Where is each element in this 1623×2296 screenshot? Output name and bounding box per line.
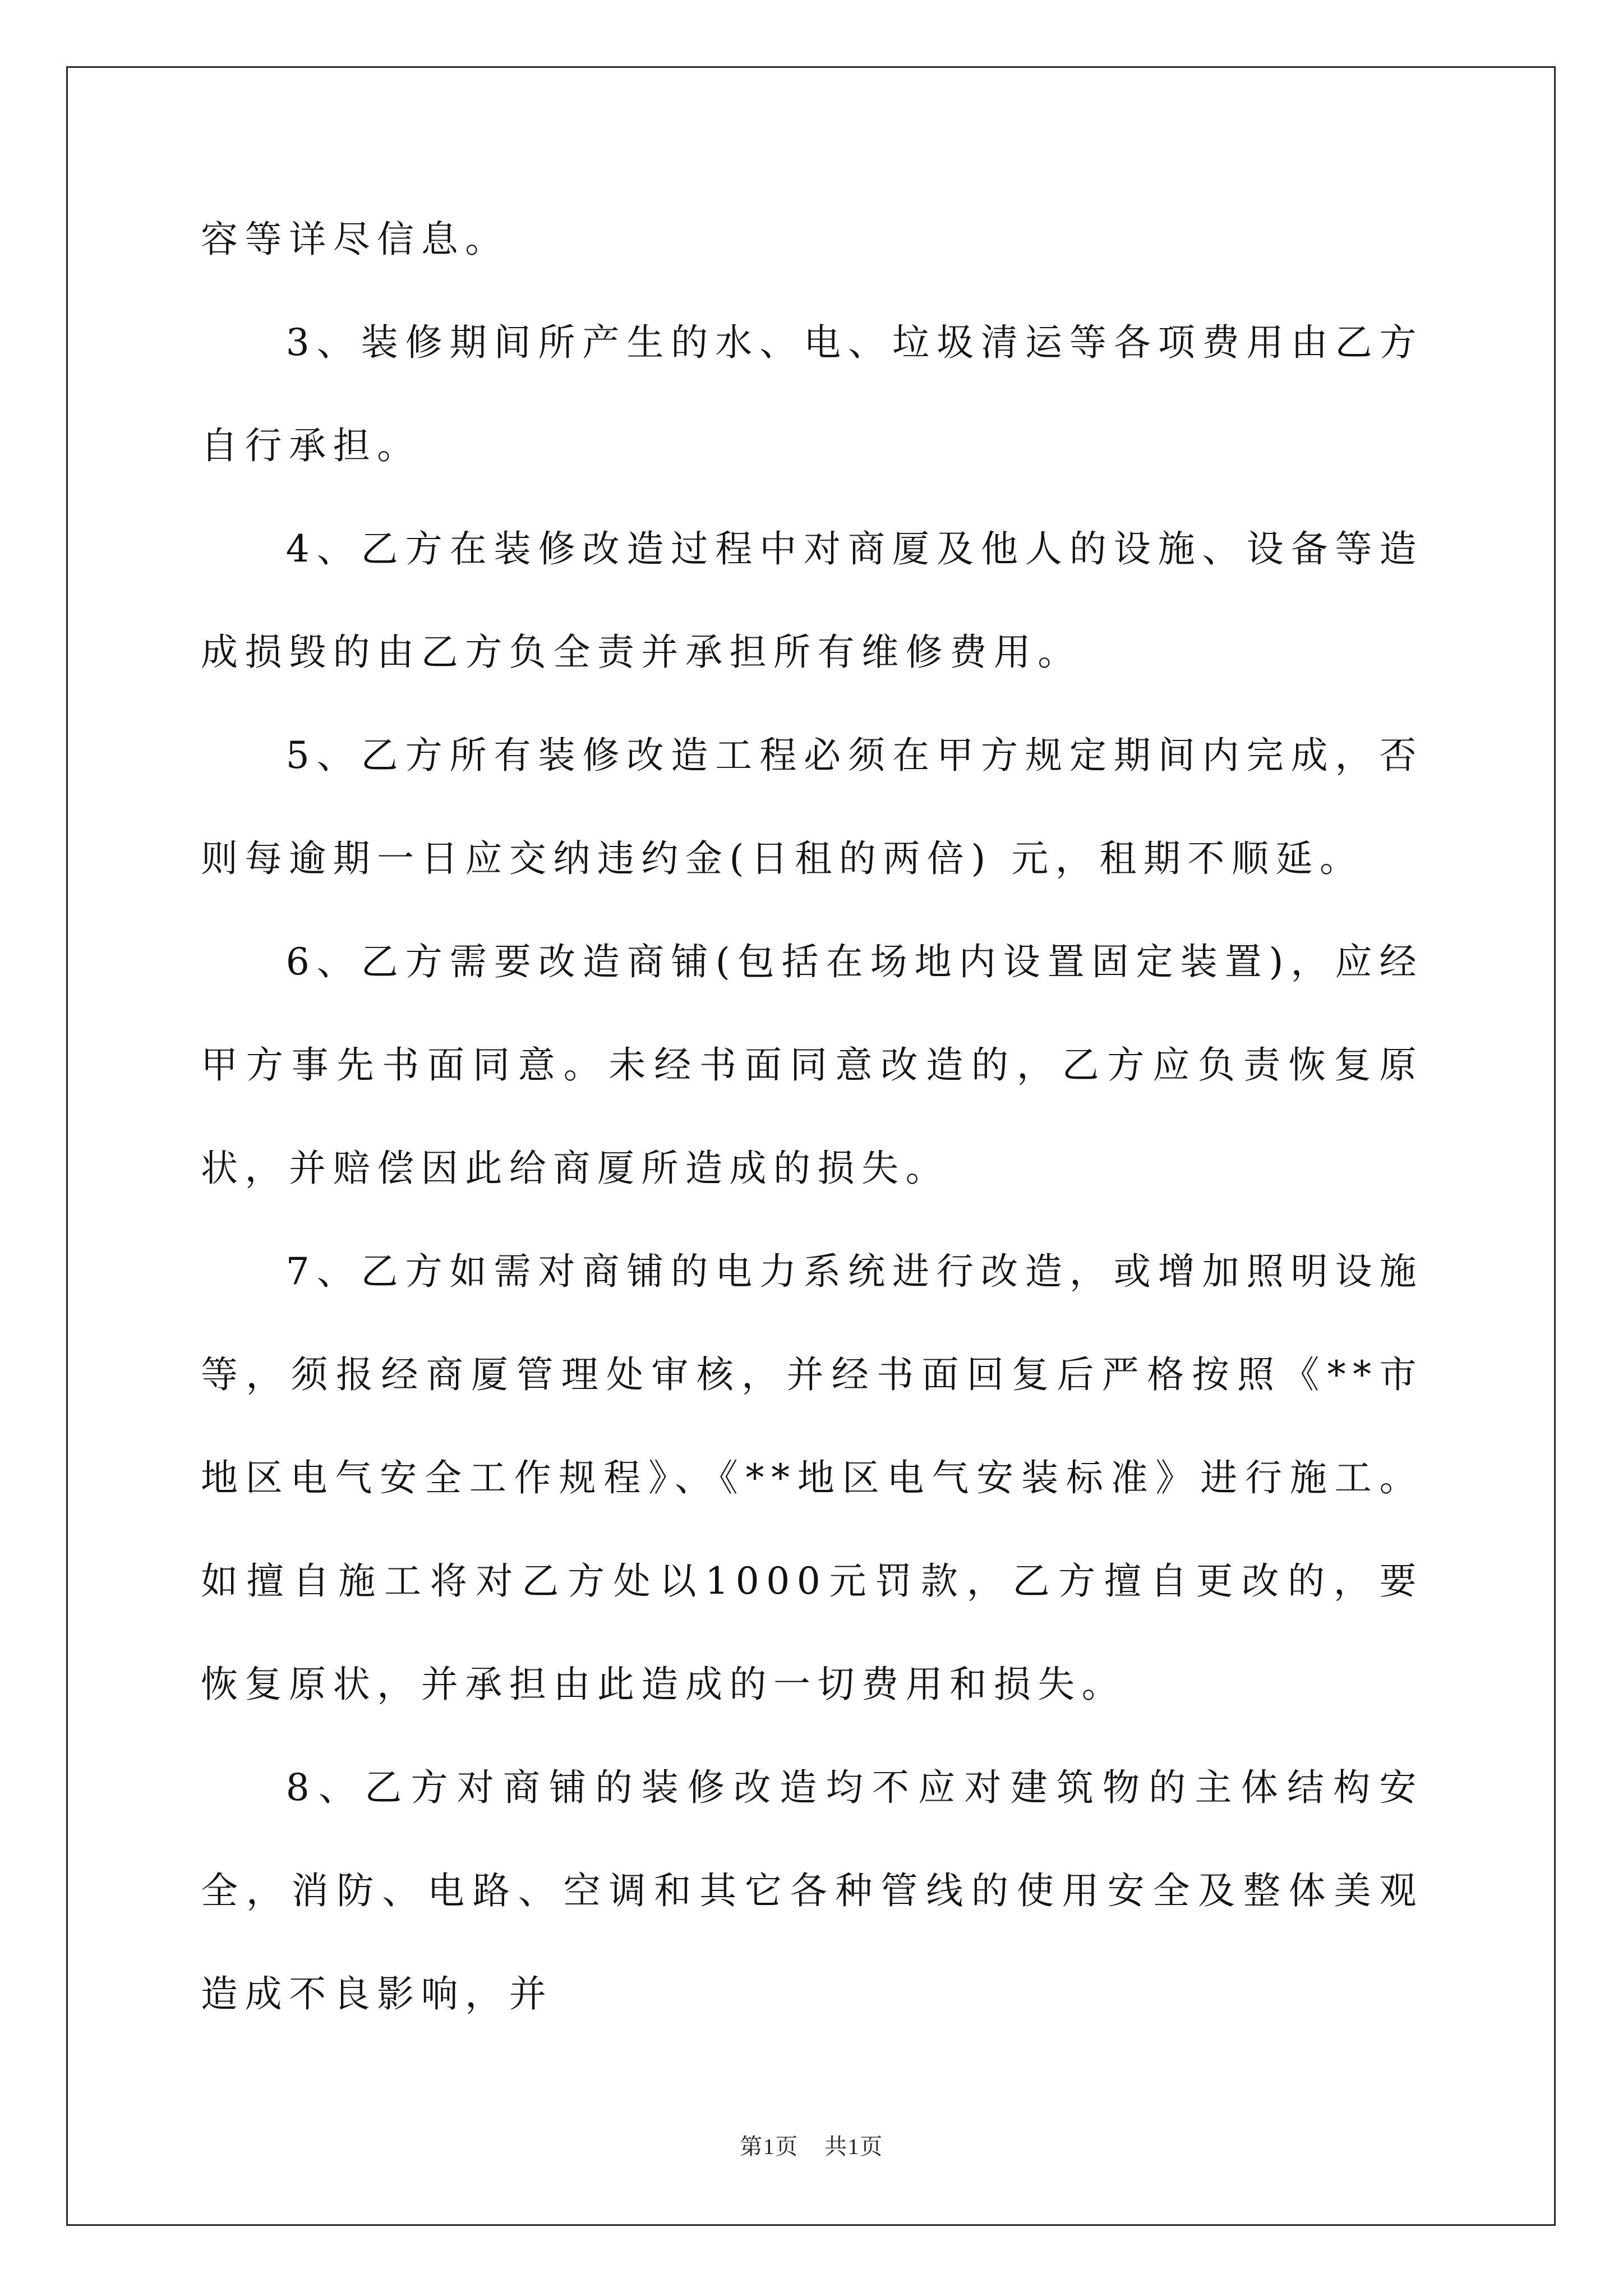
paragraph-clause-6: 6、乙方需要改造商铺(包括在场地内设置固定装置)，应经甲方事先书面同意。未经书面同意改造的，乙方应负责恢复原状，并赔偿因此给商厦所造成的损失。 [201, 940, 1423, 1190]
page-footer [0, 2129, 1623, 2161]
paragraph-continued: 容等详尽信息。 [201, 218, 509, 261]
page-total: 共1页 [824, 2134, 883, 2159]
paragraph-clause-4: 4、乙方在装修改造过程中对商厦及他人的设施、设备等造成损毁的由乙方负全责并承担所有维修费用。 [201, 527, 1423, 674]
paragraph-clause-3: 3、装修期间所产生的水、电、垃圾清运等各项费用由乙方自行承担。 [201, 321, 1423, 467]
paragraph-clause-7: 7、乙方如需对商铺的电力系统进行改造，或增加照明设施等，须报经商厦管理处审核，并经书面回复后严格按照《**市地区电气安全工作规程》、《**地区电气安装标准》进行施工。如擅自施工将对乙方处以1000元罚款，乙方擅自更改的，要恢复原状，并承担由此造成的一切费用和损失。 [201, 1250, 1423, 1706]
page-number: 第1页 [740, 2134, 799, 2159]
paragraph-clause-5: 5、乙方所有装修改造工程必须在甲方规定期间内完成，否则每逾期一日应交纳违约金(日租的两倍) 元，租期不顺延。 [201, 734, 1423, 880]
document-body [201, 188, 1423, 2046]
paragraph-clause-8: 8、乙方对商铺的装修改造均不应对建筑物的主体结构安全，消防、电路、空调和其它各种管线的使用安全及整体美观造成不良影响，并 [201, 1766, 1423, 2016]
